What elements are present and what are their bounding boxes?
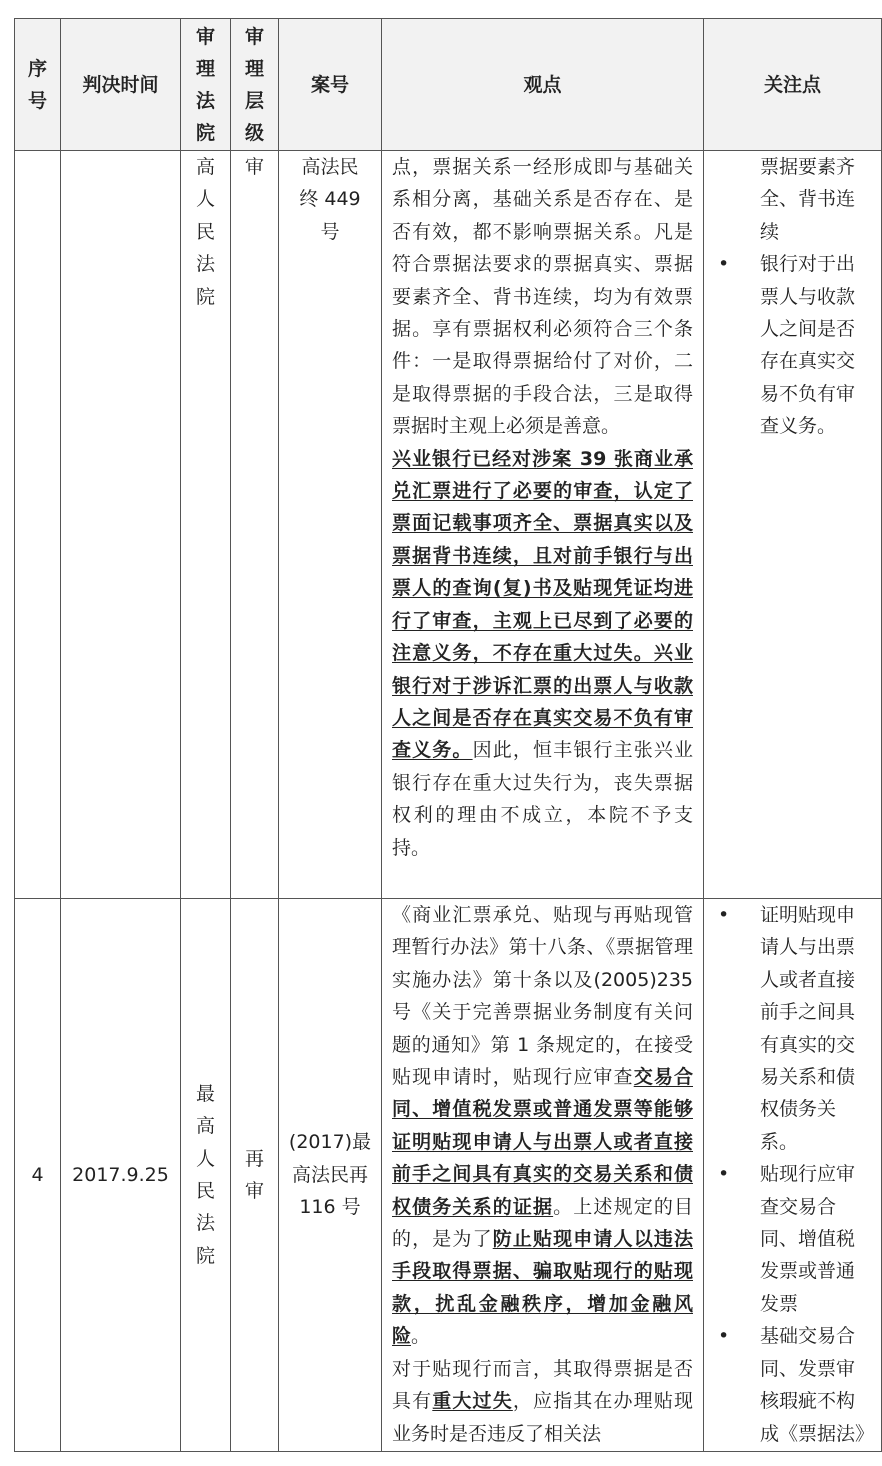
row2-opinion xyxy=(382,899,704,1452)
case-table xyxy=(14,18,882,1452)
row2-seq: 4 xyxy=(15,899,61,1452)
row2-case-no: (2017)最高法民再 116 号 xyxy=(279,899,382,1452)
opinion-paragraph: 对于贴现行而言，其取得票据是否具有重大过失，应指其在办理贴现业务时是否违反了相关法 xyxy=(392,1357,693,1445)
table-row xyxy=(15,151,882,899)
table-row xyxy=(15,899,882,1452)
row2-focus xyxy=(704,899,882,1452)
highlight-text: 防止贴现申请人以违法手段取得票据、骗取贴现行的贴现款，扰乱金融秩序，增加金融风险 xyxy=(392,1228,693,1348)
row1-court: 高人民法院 xyxy=(181,151,231,899)
highlight-text: 交易合同、增值税发票或普通发票等能够证明贴现申请人与出票人或者直接前手之间具有真实的交易关系和债权债务关系的证据 xyxy=(392,1066,693,1218)
header-row xyxy=(15,19,882,151)
focus-item: • 贴现行应审查交易合同、增值税发票或普通发票 xyxy=(704,1158,881,1320)
focus-item: • 证明贴现申请人与出票人或者直接前手之间具有真实的交易关系和债权债务关系。 xyxy=(704,899,881,1158)
header-case-no: 案号 xyxy=(279,19,382,151)
header-opinion: 观点 xyxy=(382,19,704,151)
header-seq: 序号 xyxy=(15,19,61,151)
highlight-text: 重大过失 xyxy=(432,1390,513,1413)
row1-focus xyxy=(704,151,882,899)
focus-item: • 基础交易合同、发票审核瑕疵不构成《票据法》 xyxy=(704,1320,881,1450)
row1-level: 审 xyxy=(231,151,279,899)
row1-seq xyxy=(15,151,61,899)
row1-opinion xyxy=(382,151,704,899)
opinion-text: 因此，恒丰银行主张兴业银行存在重大过失行为，丧失票据权利的理由不成立，本院不予支持。 xyxy=(392,739,693,859)
opinion-paragraph: 点，票据关系一经形成即与基础关系相分离，基础关系是否存在、是否有效，都不影响票据关系。凡是符合票据法要求的票据真实、票据要素齐全、背书连续，均为有效票据。享有票据权利必须符合三个条件：一是取得票据给付了对价，二是取得票据的手段合法，三是取得票据时主观上必须是善意。 xyxy=(392,156,693,438)
opinion-paragraph xyxy=(392,443,693,864)
header-date: 判决时间 xyxy=(61,19,181,151)
header-court: 审理法院 xyxy=(181,19,231,151)
row2-date: 2017.9.25 xyxy=(61,899,181,1452)
row1-date xyxy=(61,151,181,899)
highlight-text: 兴业银行已经对涉案 39 张商业承兑汇票进行了必要的审查，认定了票面记载事项齐全、票据真实以及票据背书连续，且对前手银行与出票人的查询(复)书及贴现凭证均进行了审查，主观上已尽到了必要的注意义务，不存在重大过失。兴业银行对于涉诉汇票的出票人与收款人之间是否存在真实交易不负有审查义务。 xyxy=(392,447,693,762)
header-level: 审理层级 xyxy=(231,19,279,151)
row2-level: 再审 xyxy=(231,899,279,1452)
row2-court: 最高人民法院 xyxy=(181,899,231,1452)
focus-item: • 银行对于出票人与收款人之间是否存在真实交易不负有审查义务。 xyxy=(704,248,881,442)
bullet-icon: • xyxy=(718,1163,730,1186)
focus-item: 票据要素齐全、背书连续 xyxy=(760,156,856,243)
header-focus: 关注点 xyxy=(704,19,882,151)
opinion-paragraph: 《商业汇票承兑、贴现与再贴现管理暂行办法》第十八条、《票据管理实施办法》第十条以及(2005)235 号《关于完善票据业务制度有关问题的通知》第 1 条规定的，在接受贴现申请时，贴现行应审查交易合同、增值税发票或普通发票等能够证明贴现申请人与出票人或者直接前手之间具有真实的交易关系和债权债务关系的证据。上述规定的目的，是为了防止贴现申请人以违法手段取得票据、骗取贴现行的贴现款，扰乱金融秩序，增加金融风险。 xyxy=(392,904,693,1348)
bullet-icon: • xyxy=(718,904,730,926)
bullet-icon: • xyxy=(718,253,730,276)
row1-case-no: 高法民终 449 号 xyxy=(279,151,382,899)
bullet-icon: • xyxy=(718,1325,730,1348)
